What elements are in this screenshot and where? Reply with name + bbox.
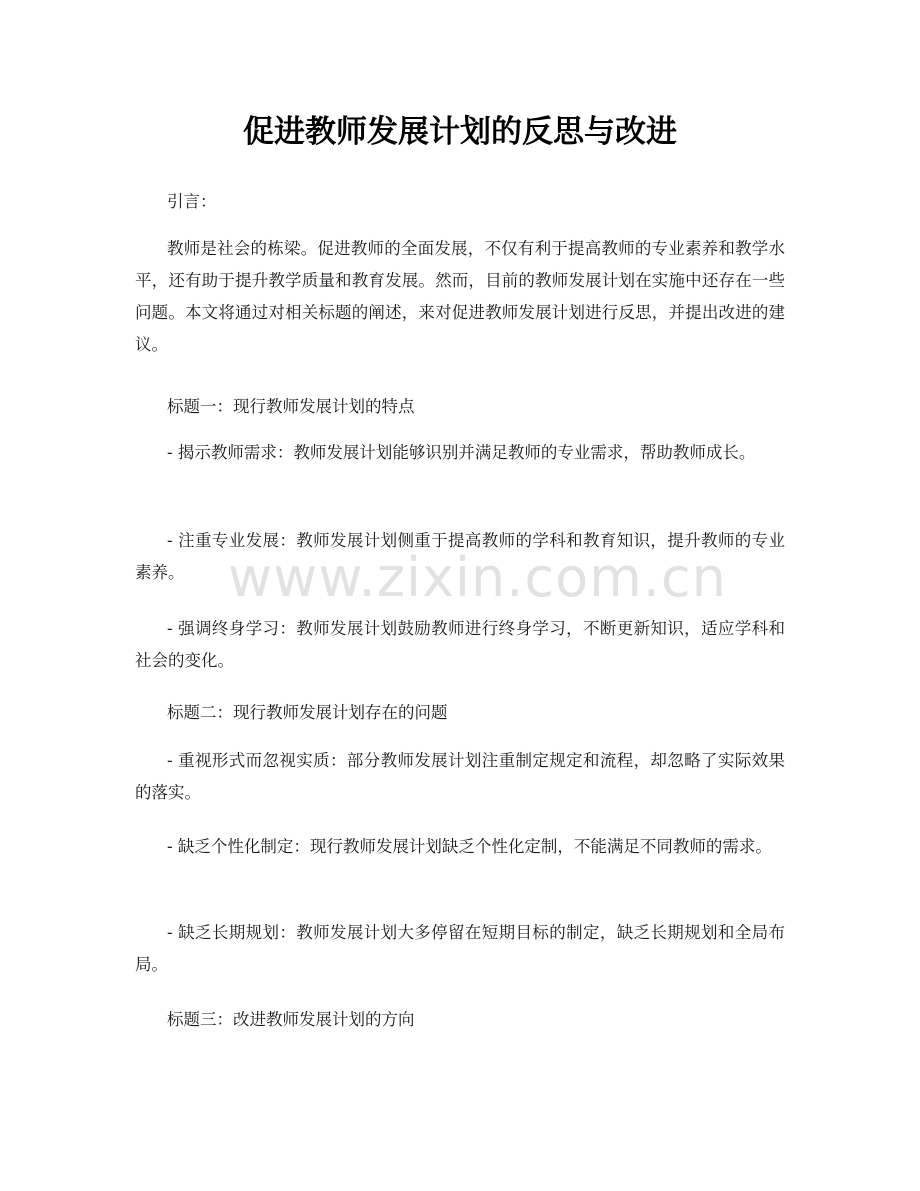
- intro-label: 引言：: [167, 192, 217, 211]
- watermark-text: www.zixin.com.cn: [228, 546, 727, 609]
- section-heading-1: 标题一：现行教师发展计划的特点: [167, 397, 415, 416]
- list-item-5: - 缺乏个性化制定：现行教师发展计划缺乏个性化定制，不能满足不同教师的需求。: [167, 837, 772, 856]
- list-item-6: - 缺乏长期规划：教师发展计划大多停留在短期目标的制定，缺乏长期规划和全局布局。: [135, 923, 785, 974]
- list-item-2: - 注重专业发展：教师发展计划侧重于提高教师的学科和教育知识，提升教师的专业素养。: [135, 531, 785, 582]
- section-heading-2: 标题二：现行教师发展计划存在的问题: [167, 703, 448, 722]
- section-heading-3: 标题三：改进教师发展计划的方向: [167, 1010, 415, 1029]
- list-item-1: - 揭示教师需求：教师发展计划能够识别并满足教师的专业需求，帮助教师成长。: [167, 443, 756, 462]
- list-item-3: - 强调终身学习：教师发展计划鼓励教师进行终身学习，不断更新知识，适应学科和社会的变化。: [135, 619, 785, 670]
- intro-paragraph: 教师是社会的栋梁。促进教师的全面发展，不仅有利于提高教师的专业素养和教学水平，还有助于提升教学质量和教育发展。然而，目前的教师发展计划在实施中还存在一些问题。本文将通过对相关标题的阐述，来对促进教师发展计划进行反思，并提出改进的建议。: [135, 239, 785, 354]
- list-item-4: - 重视形式而忽视实质：部分教师发展计划注重制定规定和流程，却忽略了实际效果的落实。: [135, 751, 785, 802]
- document-title: 促进教师发展计划的反思与改进: [243, 114, 677, 150]
